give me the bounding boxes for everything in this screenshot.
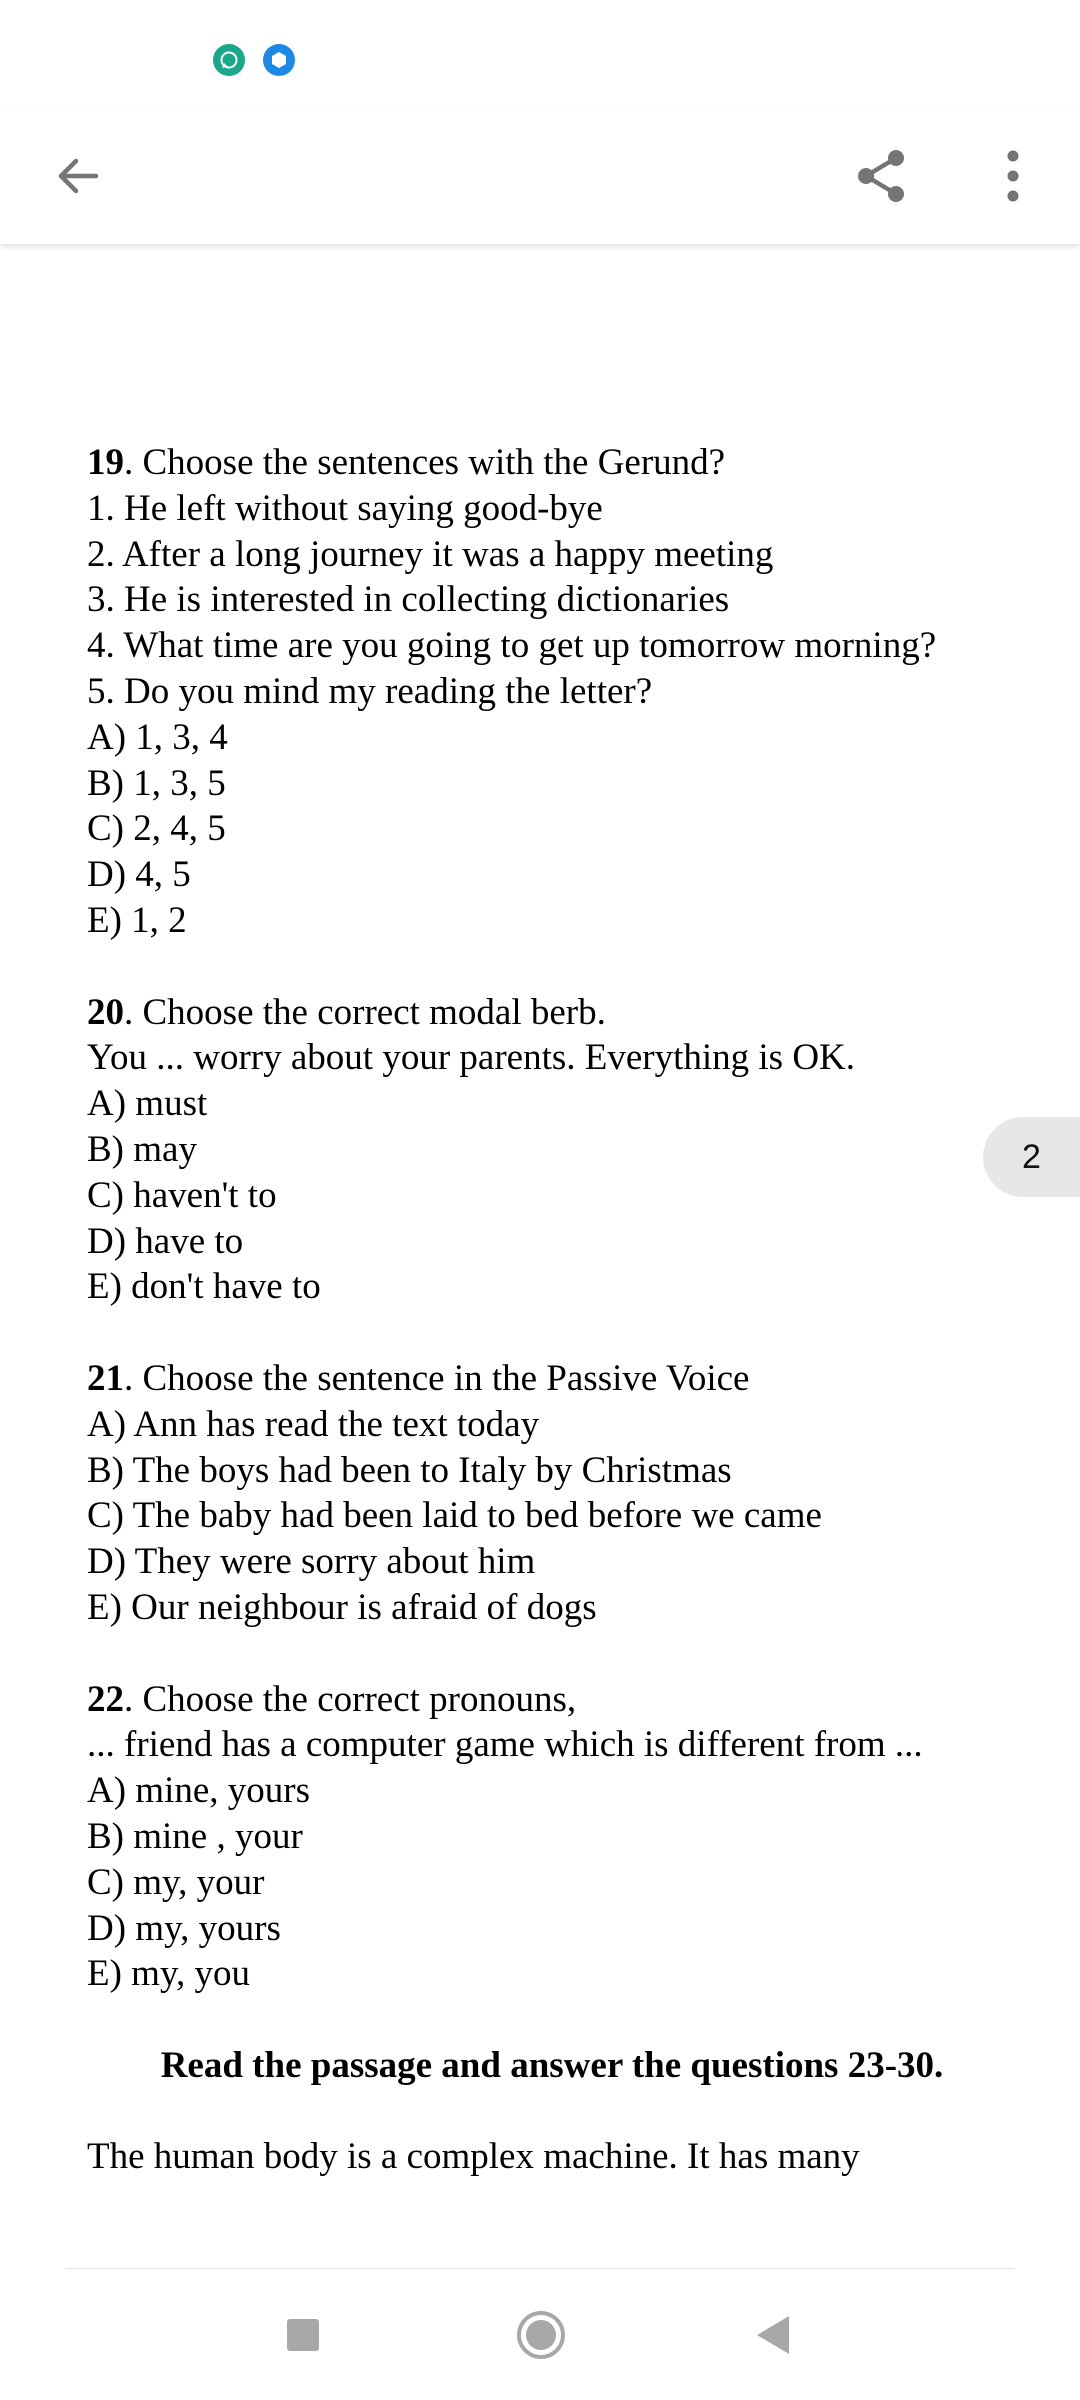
question-prompt: . Choose the sentences with the Gerund? [124, 442, 726, 483]
question-21-title [87, 1356, 1017, 1402]
question-line: 5. Do you mind my reading the letter? [87, 670, 653, 712]
status-bar [0, 0, 1080, 110]
question-line: 4. What time are you going to get up tomorrow morning? [87, 625, 937, 667]
answer-option: B) The boys had been to Italy by Christmas [87, 1449, 732, 1491]
answer-option: D) my, yours [87, 1907, 281, 1949]
document-page [87, 440, 1017, 2180]
answer-option: C) The baby had been laid to bed before we came [87, 1495, 822, 1537]
answer-option: E) my, you [87, 1953, 251, 1995]
whatsapp-icon [213, 44, 245, 76]
question-line: ... friend has a computer game which is different from ... [87, 1724, 923, 1766]
answer-option: A) 1, 3, 4 [87, 716, 228, 758]
question-number: 22 [87, 1678, 124, 1720]
recents-icon[interactable] [268, 2300, 338, 2370]
answer-option: D) They were sorry about him [87, 1541, 536, 1583]
answer-option: B) may [87, 1128, 197, 1170]
question-prompt: . Choose the correct modal berb. [124, 991, 606, 1033]
question-number: 19 [87, 442, 124, 483]
question-line: 2. After a long journey it was a happy meeting [87, 533, 774, 575]
answer-option: A) Ann has read the text today [87, 1403, 540, 1445]
question-prompt: . Choose the sentence in the Passive Voice [124, 1357, 750, 1399]
answer-option: E) Our neighbour is afraid of dogs [87, 1586, 597, 1628]
question-prompt: . Choose the correct pronouns, [124, 1678, 577, 1720]
answer-option: C) my, your [87, 1861, 265, 1903]
answer-option: E) don't have to [87, 1266, 321, 1308]
question-19-title [87, 440, 1017, 486]
notification-app-icon [263, 44, 295, 76]
answer-option: A) mine, yours [87, 1770, 310, 1812]
question-22-title [87, 1677, 1017, 1723]
back-icon[interactable] [738, 2300, 808, 2370]
question-line: 3. He is interested in collecting dictionaries [87, 579, 730, 621]
question-number: 20 [87, 991, 124, 1033]
answer-option: D) 4, 5 [87, 854, 191, 896]
app-bar [0, 110, 1080, 244]
page-number-badge: 2 [983, 1117, 1080, 1197]
back-arrow-icon[interactable] [38, 136, 118, 216]
passage-text: The human body is a complex machine. It has many [87, 2136, 860, 2178]
answer-option: C) haven't to [87, 1174, 277, 1216]
question-20-title [87, 990, 1017, 1036]
share-icon[interactable] [841, 136, 921, 216]
question-number: 21 [87, 1357, 124, 1399]
section-heading: Read the passage and answer the questions 23-30. [160, 2044, 944, 2086]
answer-option: E) 1, 2 [87, 899, 187, 941]
answer-option: D) have to [87, 1220, 244, 1262]
question-line: 1. He left without saying good-bye [87, 487, 603, 529]
answer-option: B) mine , your [87, 1815, 303, 1857]
answer-option: C) 2, 4, 5 [87, 808, 226, 850]
more-vert-icon[interactable] [973, 136, 1053, 216]
answer-option: B) 1, 3, 5 [87, 762, 226, 804]
answer-option: A) must [87, 1083, 208, 1125]
question-line: You ... worry about your parents. Everything is OK. [87, 1037, 856, 1079]
home-icon[interactable] [506, 2300, 576, 2370]
